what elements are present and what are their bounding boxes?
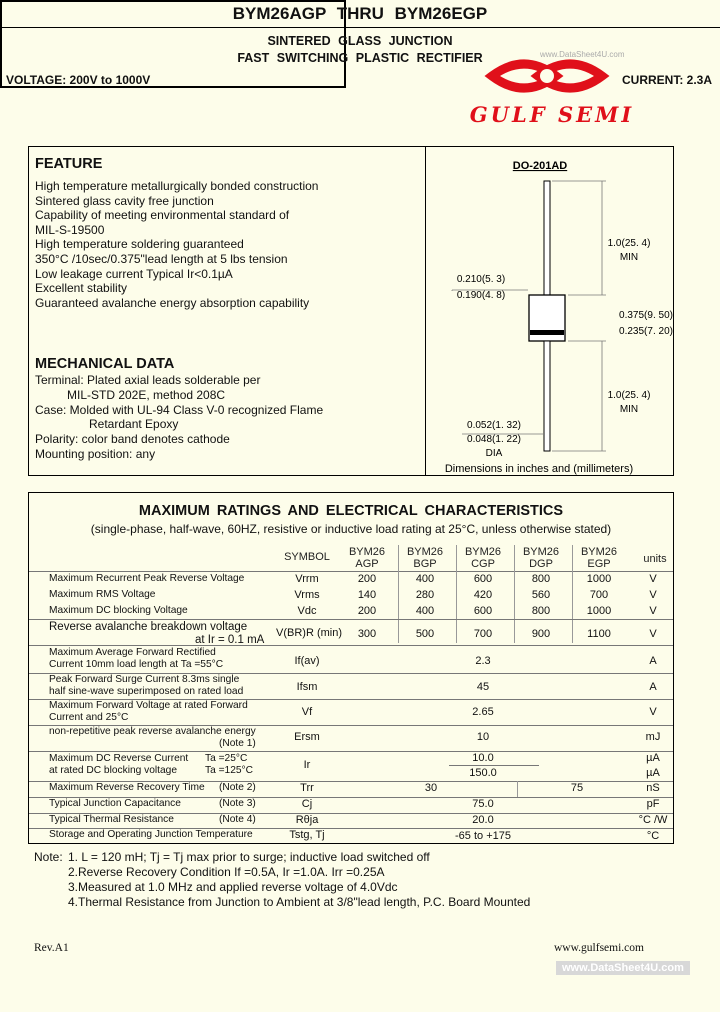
param-label: Maximum Reverse Recovery Time (Note 2) [49, 782, 256, 793]
param-label: Maximum Average Forward Rectified Current 10mm load length at Ta =55°C [49, 647, 224, 671]
symbol: Ifsm [296, 681, 318, 693]
unit: V [649, 573, 657, 585]
cell-value: 560 [531, 589, 551, 601]
row-rule [29, 619, 673, 620]
note-item: 3.Measured at 1.0 MHz and applied reverse voltage of 4.0Vdc [68, 880, 398, 894]
cell-value: 500 [415, 628, 435, 640]
symbol: Ir [303, 759, 311, 771]
cell-value: 280 [415, 589, 435, 601]
cell-value: 600 [473, 573, 493, 585]
ratings-table [28, 492, 674, 844]
param-label: Maximum RMS Voltage [49, 589, 156, 600]
note-item: 4.Thermal Resistance from Junction to Ambient at 3/8"lead length, P.C. Board Mounted [68, 895, 531, 909]
lead-top-min: MIN [619, 252, 639, 263]
unit: A [649, 681, 657, 693]
body-len-min: 0.235(7. 20) [619, 326, 673, 337]
row-rule [449, 765, 539, 766]
cell-value: 200 [357, 573, 377, 585]
param-label: Typical Thermal Resistance (Note 4) [49, 814, 256, 825]
cell-value: 800 [531, 573, 551, 585]
feature-item: MIL-S-19500 [35, 222, 105, 237]
units-header: units [643, 553, 667, 565]
symbol: Vdc [297, 605, 317, 617]
cell-value: 900 [531, 628, 551, 640]
note-item: 1. L = 120 mH; Tj = Tj max prior to surge; inductive load switched off [68, 850, 430, 864]
cell-value: 140 [357, 589, 377, 601]
symbol: Trr [300, 782, 314, 794]
cell-value: -65 to +175 [455, 830, 511, 842]
package-name: DO-201AD [512, 160, 568, 172]
cell-value: 45 [476, 681, 490, 693]
table-title: MAXIMUM RATINGS AND ELECTRICAL CHARACTERISTICS [138, 503, 564, 519]
unit: °C [646, 830, 660, 842]
mech-item: Case: Molded with UL-94 Class V-0 recognized Flame [35, 402, 324, 417]
mech-item: Polarity: color band denotes cathode [35, 432, 230, 447]
cell-value: 700 [473, 628, 493, 640]
cell-value: 1000 [586, 605, 612, 617]
param-label: Maximum DC Reverse Current Ta =25°C at rated DC blocking voltage Ta =125°C [49, 753, 253, 777]
body-dia-max: 0.210(5. 3) [456, 274, 506, 285]
param-label: Maximum DC blocking Voltage [49, 605, 188, 616]
unit: V [649, 706, 657, 718]
symbol: V(BR)R (min) [276, 627, 342, 639]
mechanical-heading: MECHANICAL DATA [35, 356, 175, 372]
website-link[interactable]: www.gulfsemi.com [554, 942, 644, 954]
mech-item: Terminal: Plated axial leads solderable per [35, 373, 261, 387]
subtitle-2: FAST SWITCHING PLASTIC RECTIFIER [237, 51, 483, 65]
current-rating: CURRENT: 2.3A [621, 73, 712, 87]
symbol: Vf [301, 706, 313, 718]
revision: Rev.A1 [34, 942, 69, 954]
body-dia-min: 0.190(4. 8) [456, 290, 506, 301]
symbol: Vrms [294, 589, 320, 601]
logo-watermark: www.DataSheet4U.com [540, 50, 625, 59]
cell-value: 30 [424, 782, 438, 794]
unit: V [649, 628, 657, 640]
param-label: non-repetitive peak reverse avalanche energy (Note 1) [49, 726, 256, 750]
package-drawing [426, 147, 674, 475]
cell-value: 200 [357, 605, 377, 617]
dimension-caption: Dimensions in inches and (millimeters) [444, 463, 634, 475]
lead-dia-label: DIA [485, 448, 503, 459]
symbol: If(av) [294, 655, 320, 667]
mech-item: Retardant Epoxy [89, 417, 179, 432]
col-divider [456, 545, 457, 571]
param-label: Maximum Forward Voltage at rated Forward Current and 25°C [49, 700, 248, 724]
cell-value: 75.0 [472, 798, 494, 810]
col-header: BYM26 BGP [406, 546, 444, 570]
body-len-max: 0.375(9. 50) [619, 310, 673, 321]
cell-value: 2.3 [475, 655, 491, 667]
feature-item: High temperature soldering guaranteed [35, 237, 244, 252]
feature-section [28, 146, 674, 476]
col-divider [572, 545, 573, 571]
unit: mJ [645, 731, 661, 743]
cell-value: 10 [476, 731, 490, 743]
unit: µA [646, 752, 660, 764]
unit: V [649, 605, 657, 617]
cell-value: 400 [415, 605, 435, 617]
subtitle-1: SINTERED GLASS JUNCTION [267, 34, 453, 48]
top-lead [544, 181, 550, 295]
feature-item: Low leakage current Typical Ir<0.1µA [35, 266, 233, 281]
unit: °C /W [638, 814, 668, 826]
cell-value: 20.0 [472, 814, 494, 826]
lead-top-length: 1.0(25. 4) [607, 238, 651, 249]
cell-value: 800 [531, 605, 551, 617]
mechanical-list [35, 373, 323, 462]
col-header: BYM26 CGP [464, 546, 502, 570]
note-item: 2.Reverse Recovery Condition If =0.5A, Ir =1.0A. Irr =0.25A [68, 865, 385, 879]
bottom-lead [544, 341, 550, 451]
col-header: BYM26 EGP [580, 546, 618, 570]
symbol: Rθja [295, 814, 319, 826]
title-divider [0, 27, 720, 28]
feature-item: 350°C /10sec/0.375"lead length at 5 lbs tension [35, 251, 288, 266]
part-title: BYM26AGP THRU BYM26EGP [232, 4, 488, 23]
col-header: BYM26 DGP [522, 546, 560, 570]
cell-value: 10.0 [472, 752, 494, 764]
symbol-header: SYMBOL [284, 551, 330, 563]
cell-value: 150.0 [469, 767, 497, 779]
logo-text: GULF SEMI [469, 102, 635, 127]
param-label: Reverse avalanche breakdown voltage at Ir = 0.1 mA [49, 621, 265, 646]
lead-bottom-length: 1.0(25. 4) [607, 390, 651, 401]
cell-value: 700 [589, 589, 609, 601]
mech-item: MIL-STD 202E, method 208C [67, 387, 226, 402]
feature-item: Capability of meeting environmental standard of [35, 208, 290, 223]
feature-item: Excellent stability [35, 281, 128, 296]
param-label: Peak Forward Surge Current 8.3ms single half sine-wave superimposed on rated load [49, 674, 244, 698]
notes-label: Note: [34, 850, 63, 864]
cathode-band [530, 330, 564, 335]
cell-value: 2.65 [472, 706, 494, 718]
cell-value: 400 [415, 573, 435, 585]
symbol: Cj [301, 798, 313, 810]
notes [34, 850, 530, 910]
cell-value: 300 [357, 628, 377, 640]
unit: V [649, 589, 657, 601]
cell-value: 600 [473, 605, 493, 617]
unit: pF [646, 798, 660, 810]
lead-dia-max: 0.052(1. 32) [467, 420, 521, 431]
feature-item: Guaranteed avalanche energy absorption capability [35, 295, 310, 310]
unit: A [649, 655, 657, 667]
param-label: Maximum Recurrent Peak Reverse Voltage [49, 573, 245, 584]
unit: µA [646, 767, 660, 779]
footer-watermark: www.DataSheet4U.com [556, 961, 690, 975]
cell-value: 420 [473, 589, 493, 601]
cell-value: 1000 [586, 573, 612, 585]
gulf-semi-logo [462, 50, 642, 130]
col-divider [398, 545, 399, 571]
unit: nS [646, 782, 660, 794]
voltage-rating: VOLTAGE: 200V to 1000V [6, 73, 151, 87]
col-divider [517, 781, 518, 797]
cell-value: 75 [570, 782, 584, 794]
cell-value: 1100 [587, 628, 611, 640]
feature-item: Sintered glass cavity free junction [35, 193, 214, 208]
mech-item: Mounting position: any [35, 446, 156, 461]
table-subtitle: (single-phase, half-wave, 60HZ, resistive or inductive load rating at 25°C, unless otherwise stated) [90, 522, 612, 536]
param-label: Storage and Operating Junction Temperature [49, 829, 253, 840]
symbol: Vrrm [295, 573, 319, 585]
symbol: Tstg, Tj [289, 829, 325, 841]
feature-list [35, 179, 318, 310]
param-label: Typical Junction Capacitance (Note 3) [49, 798, 256, 809]
symbol: Ersm [294, 731, 320, 743]
row-rule [29, 645, 673, 646]
lead-bottom-min: MIN [619, 404, 639, 415]
feature-item: High temperature metallurgically bonded construction [35, 179, 319, 193]
col-divider [514, 545, 515, 571]
col-header: BYM26 AGP [348, 546, 386, 570]
header-rule [29, 571, 673, 572]
lead-dia-min: 0.048(1. 22) [467, 434, 521, 445]
feature-heading: FEATURE [35, 156, 103, 172]
